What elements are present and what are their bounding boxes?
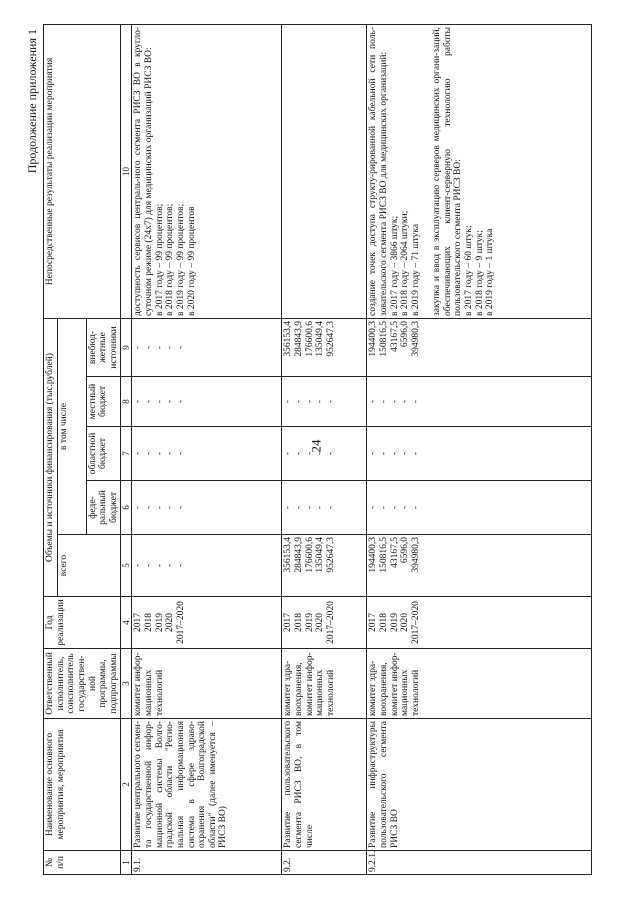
row-executor: комитет инфор-мационных технологий: [132, 649, 282, 719]
header-local: местный бюджет: [86, 377, 121, 427]
row-number: 9.1.: [132, 851, 282, 875]
col-index: 2: [121, 719, 132, 851]
row-federal: - - - - -: [132, 481, 282, 535]
row-executor: комитет здра-воохранения, комитет инфор-мационных технологий: [282, 649, 367, 719]
continuation-label: Продолжение приложения 1: [25, 29, 39, 174]
row-total: 194400,3 150816,5 43167,5 6596,0 394980,3: [367, 535, 592, 597]
row-extrabudget: 194400,3 150816,5 43167,5 6596,0 394980,3: [367, 318, 592, 376]
row-regional: - - - - -: [367, 427, 592, 481]
row-extrabudget: 356153,4 284843,9 176600,6 135049,4 952647,3: [282, 318, 367, 376]
row-total: - - - - -: [132, 535, 282, 597]
column-index-row: [121, 24, 132, 874]
header-federal: феде-ральный бюджет: [86, 481, 121, 535]
row-years: 2017 2018 2019 2020 2017–2020: [132, 597, 282, 649]
row-number: 9.2.1.: [367, 851, 592, 875]
col-index: 3: [121, 649, 132, 719]
header-year: Год реализации: [44, 597, 121, 649]
row-result: [282, 24, 367, 318]
rotated-page: [25, 25, 615, 875]
row-name: Развитие центрального сегмен-та государственной инфор-мационной системы Волго-градской области "Регио-нальная информационная система в сфере здраво-охранения Волгоградской области" (далее именуется – РИСЗ ВО): [132, 719, 282, 851]
row-years: 2017 2018 2019 2020 2017–2020: [367, 597, 592, 649]
row-extrabudget: - - - - -: [132, 318, 282, 376]
header-extrabudget: внебюд-жетные источники: [86, 318, 121, 376]
program-table: [43, 24, 592, 875]
col-index: 5: [121, 535, 132, 597]
col-index: 10: [121, 24, 132, 318]
header-result: Непосредственные результаты реализации мероприятия: [44, 24, 121, 318]
row-total: 356153,4 284843,9 176600,6 135049,4 952647,3: [282, 535, 367, 597]
header-regional: областной бюджет: [86, 427, 121, 481]
col-index: 6: [121, 481, 132, 535]
table-row: [132, 24, 282, 874]
table-row: [367, 24, 592, 874]
row-local: - - - - -: [367, 377, 592, 427]
col-index: 9: [121, 318, 132, 376]
row-regional: - - - - -: [282, 427, 367, 481]
table-row: [282, 24, 367, 874]
header-funding: Объемы и источники финансирования (тыс.рублей): [44, 318, 58, 596]
col-index: 1: [121, 851, 132, 875]
row-executor: комитет здра-воохранения, комитет инфор-мационных технологий: [367, 649, 592, 719]
row-years: 2017 2018 2019 2020 2017–2020: [282, 597, 367, 649]
header-name: Наименование основного мероприятия, мероприятия: [44, 719, 121, 851]
page-number: 24: [308, 439, 324, 453]
col-index: 7: [121, 427, 132, 481]
header-executor: Ответственный исполнитель, соисполнитель государствен-ной программы, подпрограммы: [44, 649, 121, 719]
header-including: в том числе: [57, 318, 86, 534]
col-index: 8: [121, 377, 132, 427]
row-result: создание точек доступа структу-рированной кабельной сети поль-зовательского сегмента РИСЗ ВО для медицинских организаций: в 2017 году – 3866 штук; в 2018 году – 2064 штуки; в 2019 году – 71 штука закупка и ввод в эксплуатацию серверов медицинских органи-заций, обеспечивающих клиент-серверную технологию работы пользовательского сегмента РИСЗ ВО: в 2017 году – 60 штук; в 2018 году – 9 штук; в 2019 году – 1 штука: [367, 24, 592, 318]
row-federal: - - - - -: [367, 481, 592, 535]
row-name: Развитие инфраструктуры пользовательского сегмента РИСЗ ВО: [367, 719, 592, 851]
row-name: Развитие пользовательского сегмента РИСЗ ВО, в том числе: [282, 719, 367, 851]
row-federal: - - - - -: [282, 481, 367, 535]
header-total: всего: [57, 535, 121, 597]
row-local: - - - - -: [282, 377, 367, 427]
row-local: - - - - -: [132, 377, 282, 427]
row-number: 9.2.: [282, 851, 367, 875]
header-number: № п/п: [44, 851, 121, 875]
row-result: доступность сервисов централь-ного сегмента РИСЗ ВО в кругло-суточном режиме (24х7) для медицинских организаций РИСЗ ВО: в 2017 году – 99 процентов; в 2018 году – 99 процентов; в 2019 году – 99 процентов; в 2020 году – 99 процентов: [132, 24, 282, 318]
col-index: 4: [121, 597, 132, 649]
row-regional: - - - - -: [132, 427, 282, 481]
